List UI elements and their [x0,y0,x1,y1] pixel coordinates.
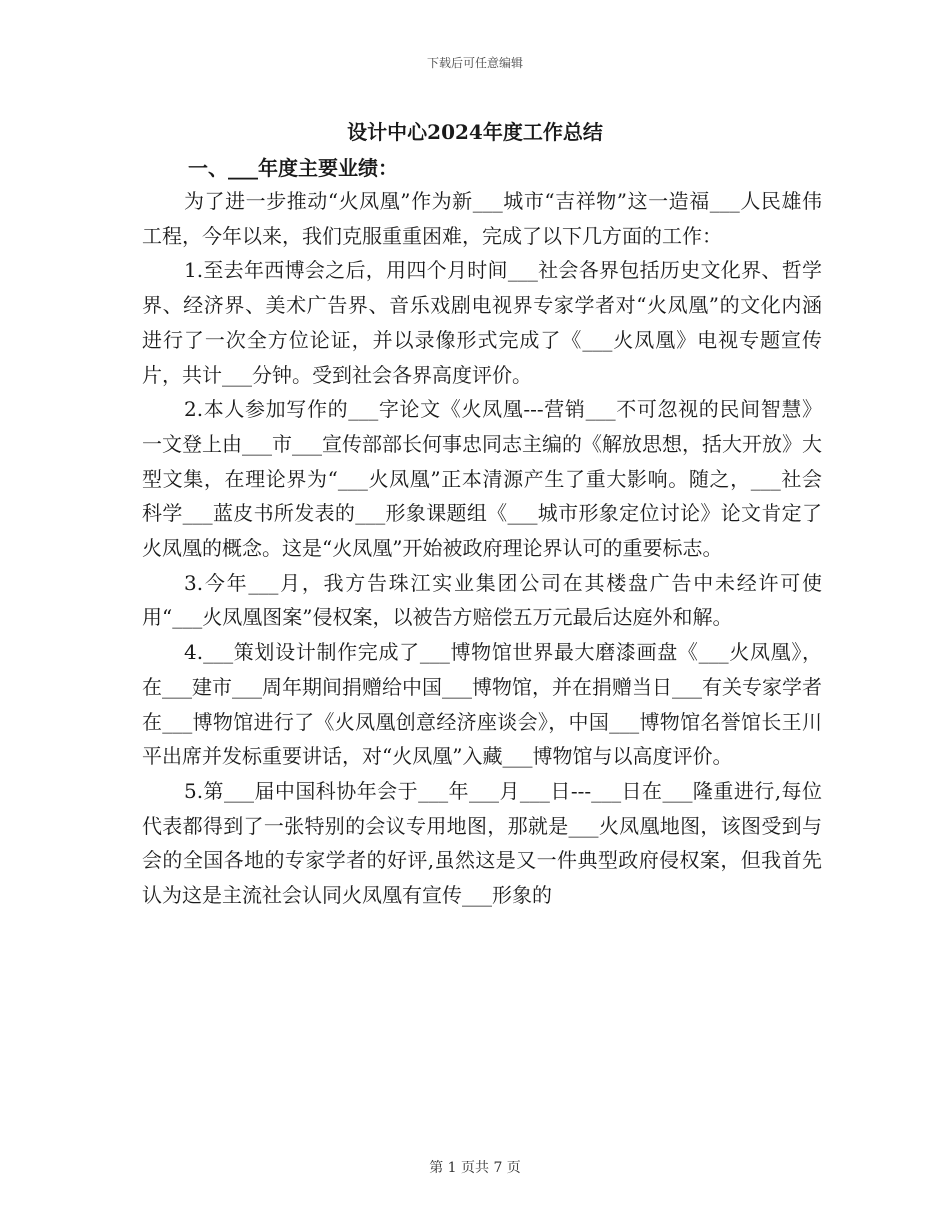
paragraph-item-1: 1.至去年西博会之后，用四个月时间___社会各界包括历史文化界、哲学界、经济界、美术广告界、音乐戏剧电视界专家学者对“火凤凰”的文化内涵进行了一次全方位论证，并以录像形式完成了《___火凤凰》电视专题宣传片，共计___分钟。受到社会各界高度评价。 [142,258,822,387]
paragraph-item-2: 2.本人参加写作的___字论文《火凤凰---营销___不可忽视的民间智慧》一文登上由___市___宣传部部长何事忠同志主编的《解放思想，括大开放》大型文集，在理论界为“___火凤凰”正本清源产生了重大影响。随之，___社会科学___蓝皮书所发表的___形象课题组《___城市形象定位讨论》论文肯定了火凤凰的概念。这是“火凤凰”开始被政府理论界认可的重要标志。 [142,397,822,561]
page-footer-number: 第 1 页共 7 页 [429,1160,521,1176]
paragraph-item-3: 3.今年___月，我方告珠江实业集团公司在其楼盘广告中未经许可使用“___火凤凰图案”侵权案，以被告方赔偿五万元最后达庭外和解。 [142,570,822,630]
paragraph-item-5: 5.第___届中国科协年会于___年___月___日---___日在___隆重进行,每位代表都得到了一张特别的会议专用地图，那就是___火凤凰地图，该图受到与会的全国各地的专家学者的好评,虽然这是又一件典型政府侵权案，但我首先认为这是主流社会认同火凤凰有宣传___形象的 [142,778,822,908]
page-header-note: 下载后可任意编辑 [426,56,523,70]
section-heading: 一、___年度主要业绩： [188,156,398,180]
paragraph-intro: 为了进一步推动“火凤凰”作为新___城市“吉祥物”这一造福___人民雄伟工程，今年以来，我们克服重重困难，完成了以下几方面的工作： [142,189,822,248]
document-body [142,184,822,913]
paragraph-item-4: 4.___策划设计制作完成了___博物馆世界最大磨漆画盘《___火凤凰》，在___建市___周年期间捐赠给中国___博物馆，并在捐赠当日___有关专家学者在___博物馆进行了《火凤凰创意经济座谈会》，中国___博物馆名誉馆长王川平出席并发标重要讲话，对“火凤凰”入藏___博物馆与以高度评价。 [142,640,822,769]
document-title: 设计中心2024年度工作总结 [347,120,603,144]
